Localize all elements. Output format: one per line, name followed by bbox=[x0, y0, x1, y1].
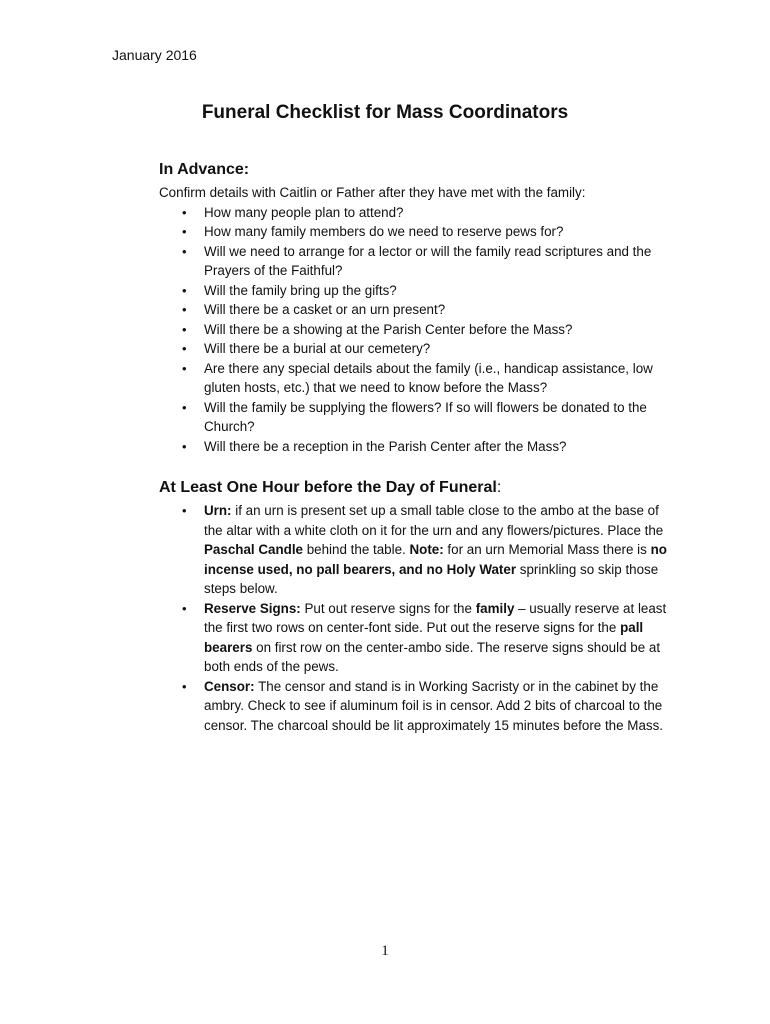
bullet-icon: • bbox=[182, 438, 187, 454]
list-item: • How many people plan to attend? bbox=[159, 203, 669, 223]
bullet-icon: • bbox=[182, 503, 187, 518]
document-title: Funeral Checklist for Mass Coordinators bbox=[201, 102, 569, 123]
list-item: • Will the family be supplying the flowers? If so will flowers be donated to the Church? bbox=[182, 399, 647, 434]
list-item: • Will we need to arrange for a lector or will the family read scriptures and the Prayers of the Faithful? bbox=[182, 243, 652, 278]
bullet-icon: • bbox=[182, 600, 187, 616]
list-item: • Are there any special details about the family (i.e., handicap assistance, low gluten hosts, etc.) that we need to know before the Mass? bbox=[182, 360, 653, 395]
bullet-icon: • bbox=[182, 399, 187, 415]
bullet-icon: • bbox=[182, 341, 187, 356]
bullet-icon: • bbox=[182, 302, 187, 317]
section-in-advance bbox=[159, 161, 669, 456]
bullet-icon: • bbox=[182, 224, 187, 239]
section-heading-hour-before: At Least One Hour before the Day of Funeral: bbox=[159, 479, 502, 496]
list-item: • Will there be a burial at our cemetery? bbox=[159, 339, 669, 359]
document-date: January 2016 bbox=[112, 47, 197, 63]
list-item: • Will there be a casket or an urn present? bbox=[159, 300, 669, 320]
list-item: • Will there be a showing at the Parish Center before the Mass? bbox=[159, 320, 669, 340]
bullet-icon: • bbox=[182, 243, 187, 259]
list-item: • Will the family bring up the gifts? bbox=[159, 281, 669, 301]
list-item-reserve-signs: • Reserve Signs: Put out reserve signs for the family – usually reserve at least the first two rows on center-font side. Put out the reserve signs for the pall bearers on first row on the center-ambo side. The reserve signs should be at both ends of the pews. bbox=[182, 600, 667, 674]
section-intro: Confirm details with Caitlin or Father after they have met with the family: bbox=[159, 185, 586, 200]
section-heading-in-advance: In Advance: bbox=[159, 161, 250, 178]
section-hour-before bbox=[159, 479, 669, 735]
list-item: • How many family members do we need to reserve pews for? bbox=[159, 222, 669, 242]
advance-checklist bbox=[159, 203, 669, 457]
bullet-icon: • bbox=[182, 360, 187, 376]
bullet-icon: • bbox=[182, 282, 187, 298]
bullet-icon: • bbox=[182, 678, 187, 694]
list-item-censor: • Censor: The censor and stand is in Working Sacristy or in the cabinet by the ambry. Check to see if aluminum foil is in censor. Add 2 bits of charcoal to the censor. The charcoal should be lit approximately 15 minutes before the Mass. bbox=[182, 678, 664, 733]
hour-before-checklist bbox=[159, 501, 669, 735]
bullet-icon: • bbox=[182, 204, 187, 220]
bullet-icon: • bbox=[182, 321, 187, 337]
list-item: • Will there be a reception in the Parish Center after the Mass? bbox=[159, 437, 669, 457]
page-number: 1 bbox=[381, 943, 389, 959]
list-item-urn: • Urn: if an urn is present set up a small table close to the ambo at the base of the altar with a white cloth on it for the urn and any flowers/pictures. Place the Paschal Candle behind the table. Note: for an urn Memorial Mass there is no incense used, no pall bearers, and no Holy Water sprinkling so skip those steps below. bbox=[182, 503, 667, 596]
